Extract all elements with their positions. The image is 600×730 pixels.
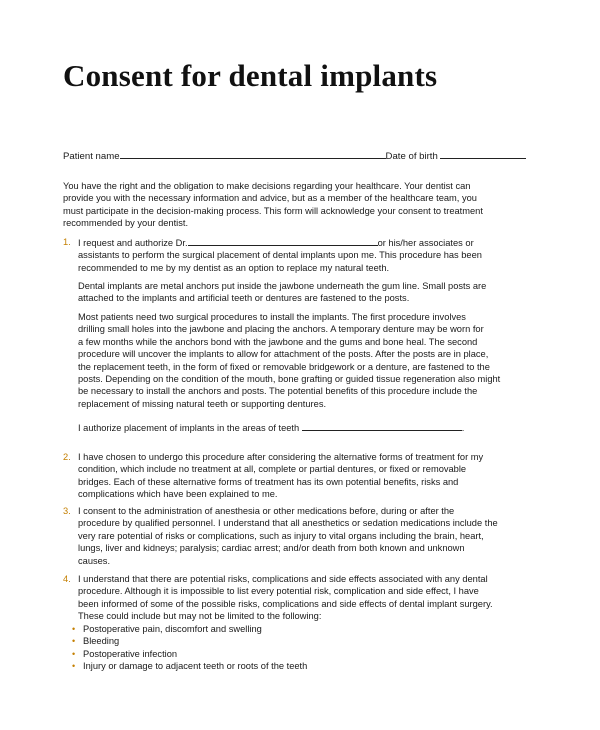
risk-list-item: • Injury or damage to adjacent teeth or roots of the teeth	[72, 660, 307, 672]
item-4-line: I understand that there are potential risks, complications and side effects associated with any dental	[78, 574, 488, 584]
item-1-paragraph	[78, 236, 482, 274]
intro-line: must participate in the decision-making process. This form will acknowledge your consent to treatment	[63, 205, 483, 216]
item-4-paragraph	[78, 573, 493, 623]
item-4-line: been informed of some of the possible risks, complications and side effects of dental implant surgery.	[78, 598, 493, 609]
item-1-line: procedure will uncover the implants to allow for attachment of the posts. After the posts are in place,	[78, 349, 489, 360]
item-1-line: assistants to perform the surgical placement of dental implants upon me. This procedure has been	[78, 250, 482, 261]
item-4-line: These could include but may not be limited to the following:	[78, 611, 322, 622]
authorize-teeth-row	[78, 421, 464, 434]
item-1-line: Most patients need two surgical procedures to install the implants. The first procedure involves	[78, 312, 466, 322]
dentist-name-field[interactable]	[188, 236, 378, 246]
item-number: 4.	[63, 574, 71, 584]
item-1-line: recommended to me by my dentist as an option to replace my natural teeth.	[78, 262, 390, 273]
patient-name-field[interactable]	[120, 149, 386, 159]
date-of-birth-field[interactable]	[440, 149, 526, 159]
authorize-lead-after: or his/her associates or	[377, 238, 474, 248]
teeth-areas-field[interactable]	[302, 421, 462, 431]
authorize-teeth-label: I authorize placement of implants in the areas of teeth	[78, 423, 300, 433]
authorize-teeth-end: .	[461, 423, 465, 433]
item-1-line: the replacement teeth, in the form of fixed or removable bridgework or a denture, are fastened to the	[78, 361, 490, 372]
risk-list	[72, 623, 307, 673]
item-3-line: I consent to the administration of anesthesia or other medications before, during or after the	[78, 506, 455, 516]
item-2-line: complications which have been explained to me.	[78, 489, 278, 500]
date-of-birth-label: Date of birth	[385, 151, 438, 162]
item-2-paragraph	[78, 451, 483, 501]
item-1-line: replacement of missing natural teeth or supporting dentures.	[78, 398, 327, 409]
intro-line: recommended by your dentist.	[63, 218, 189, 229]
item-1-line: drilling small holes into the jawbone and placing the anchors. A temporary denture may be worn for	[78, 324, 484, 335]
item-3-paragraph	[78, 505, 498, 567]
item-4-line: procedure. Although it is impossible to list every potential risk, complication and side effect, I have	[78, 586, 479, 597]
intro-paragraph	[63, 180, 483, 230]
intro-line: You have the right and the obligation to make decisions regarding your healthcare. Your dentist can	[63, 181, 471, 191]
item-2-line: I have chosen to undergo this procedure after considering the alternative forms of treatment for my	[78, 452, 484, 462]
item-number: 3.	[63, 506, 71, 516]
document-title: Consent for dental implants	[63, 58, 438, 93]
item-3-line: causes.	[78, 555, 111, 566]
item-2-line: condition, which include no treatment at all, complete or partial dentures, or fixed or removable	[78, 464, 467, 475]
item-3-line: lungs, liver and kidneys; paralysis; cardiac arrest; and/or death from both known and unknown	[78, 543, 465, 554]
item-1-paragraph-3	[78, 311, 500, 410]
authorize-lead: I request and authorize Dr.	[78, 238, 188, 248]
item-1-line: attached to the implants and artificial teeth or dentures are fastened to the posts.	[78, 293, 410, 304]
patient-fields	[63, 149, 526, 162]
item-1-line: posts. Depending on the condition of the mouth, bone grafting or guided tissue regeneration also might	[78, 374, 501, 385]
item-1-line: a few months while the anchors bond with the jawbone and the gums and bone heal. The second	[78, 336, 478, 347]
risk-list-item: • Postoperative infection	[72, 648, 307, 660]
risk-list-item: • Bleeding	[72, 635, 307, 647]
item-1-line: Dental implants are metal anchors put inside the jawbone underneath the gum line. Small posts are	[78, 281, 487, 291]
item-number: 2.	[63, 452, 71, 462]
risk-list-item: • Postoperative pain, discomfort and swelling	[72, 623, 307, 635]
item-3-line: procedure by qualified personnel. I understand that all anesthetics or sedation medications include the	[78, 518, 498, 529]
patient-name-label: Patient name	[63, 151, 120, 162]
item-3-line: very rare potential of risks or complications, such as injury to vital organs including the brain, heart,	[78, 530, 484, 541]
item-number: 1.	[63, 237, 71, 247]
item-1-line: be necessary to install the anchors and posts. The potential benefits of this procedure include the	[78, 386, 478, 397]
intro-line: provide you with the necessary information and advice, but as a member of the healthcare team, you	[63, 193, 477, 204]
item-2-line: bridges. Each of these alternative forms of treatment has its own potential benefits, risks and	[78, 476, 459, 487]
item-1-paragraph-2	[78, 280, 486, 305]
